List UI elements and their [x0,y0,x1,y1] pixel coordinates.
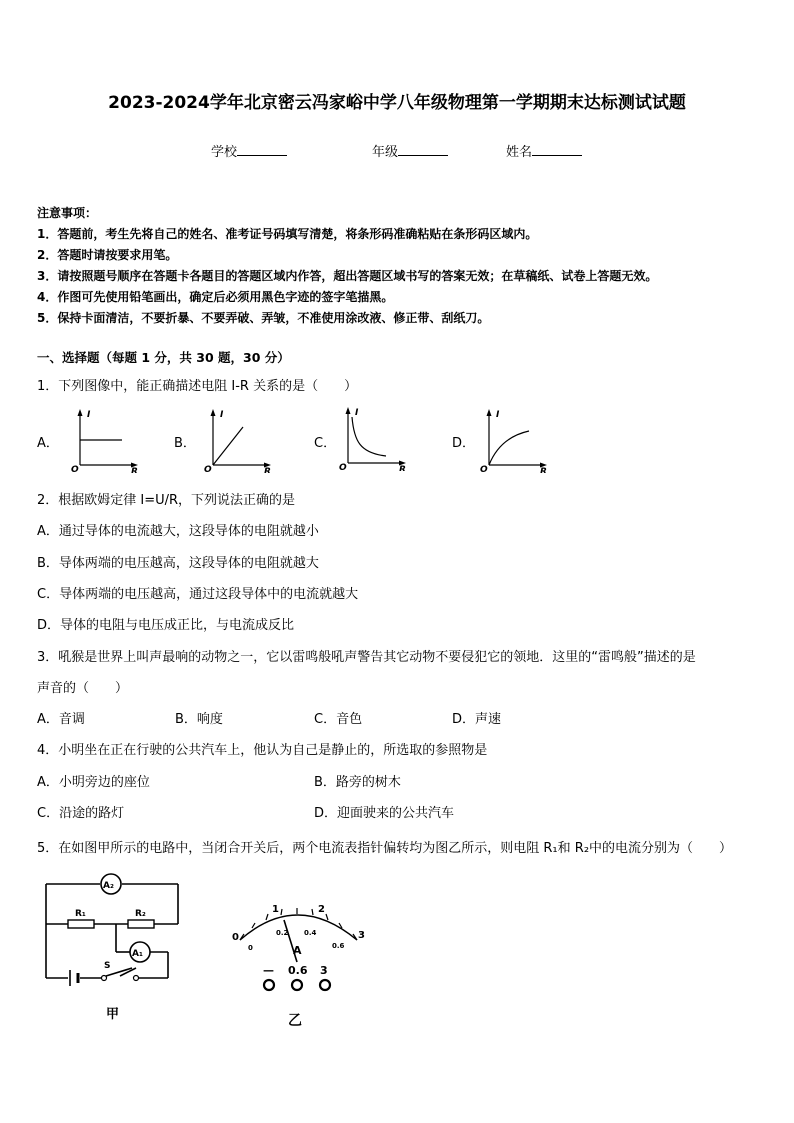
ammeter-a1-label: A₁ [132,949,143,959]
scale-bottom-3: 0.6 [332,942,345,950]
q4-option-c[interactable]: C．沿途的路灯 [37,806,125,821]
circuit-diagram [40,868,190,1028]
school-label: 学校 [211,145,238,160]
q4-option-b[interactable]: B．路旁的树木 [314,775,401,790]
q2-option-a[interactable]: A．通过导体的电流越大，这段导体的电阻就越小 [37,524,319,539]
origin-label: O [480,465,488,473]
note-item: 1．答题前，考生先将自己的姓名、准考证号码填写清楚，将条形码准确粘贴在条形码区域内。 [37,227,538,241]
terminal-neg [264,980,274,990]
q3-option-d[interactable]: D．声速 [452,712,502,727]
switch-label: S [104,961,111,971]
scale-top-2: 2 [318,904,325,915]
terminal-06 [292,980,302,990]
q2-option-c[interactable]: C．导体两端的电压越高，通过这段导体中的电流就越大 [37,587,359,602]
resistor-r1-label: R₁ [75,909,86,919]
origin-label: O [339,463,347,471]
question-4-stem: 4．小明坐在正在行驶的公共汽车上，他认为自己是静止的，所选取的参照物是 [37,743,488,758]
question-5-stem: 5．在如图甲所示的电路中，当闭合开关后，两个电流表指针偏转均为图乙所示，则电阻 R₁和 R₂中的电流分别为（ ） [37,841,733,856]
ammeter-a2-label: A₂ [103,881,114,891]
q1-graph-b [201,405,281,473]
scale-bottom-2: 0.4 [304,929,317,937]
ammeter-dial [222,880,372,1030]
terminal-label-06: 0.6 [288,964,308,977]
axis-y-label: I [220,410,224,420]
q1-graph-a [68,405,148,473]
axis-x-label: R [131,467,138,473]
q1-option-b[interactable]: B． [174,436,196,451]
note-item: 4．作图可先使用铅笔画出，确定后必须用黑色字迹的签字笔描黑。 [37,290,394,304]
q1-option-d[interactable]: D． [452,436,476,451]
scale-bottom-1: 0.2 [276,929,289,937]
circuit-caption: 甲 [106,1007,120,1022]
axis-x-label: R [540,467,547,473]
q2-option-d[interactable]: D．导体的电阻与电压成正比，与电流成反比 [37,618,295,633]
q3-option-c[interactable]: C．音色 [314,712,363,727]
q1-option-c[interactable]: C． [314,436,337,451]
origin-label: O [71,465,79,473]
question-1-stem: 1．下列图像中，能正确描述电阻 I-R 关系的是（ ） [37,379,358,394]
grade-label: 年级 [372,145,399,160]
axis-y-label: I [87,410,91,420]
terminal-label-3: 3 [320,964,328,977]
q1-graph-c [336,403,416,471]
q1-option-a[interactable]: A． [37,436,59,451]
q3-option-a[interactable]: A．音调 [37,712,85,727]
scale-top-1: 1 [272,904,279,915]
school-field[interactable] [211,141,287,160]
name-label: 姓名 [506,145,533,160]
scale-top-0: 0 [232,932,239,943]
resistor-r2-label: R₂ [135,909,146,919]
axis-x-label: R [399,465,406,471]
scale-top-3: 3 [358,930,365,941]
name-field[interactable] [506,141,582,160]
terminal-label-neg: — [263,964,274,977]
q1-graph-d [477,405,557,473]
meter-caption: 乙 [288,1013,302,1029]
page-title: 2023-2024学年北京密云冯家峪中学八年级物理第一学期期末达标测试试题 [108,93,686,113]
axis-x-label: R [264,467,271,473]
note-item: 3．请按照题号顺序在答题卡各题目的答题区域内作答，超出答题区域书写的答案无效；在草稿纸、试卷上答题无效。 [37,269,658,283]
unit-label: A [293,944,302,957]
question-2-stem: 2．根据欧姆定律 I=U/R，下列说法正确的是 [37,493,296,508]
q4-option-a[interactable]: A．小明旁边的座位 [37,775,150,790]
q2-option-b[interactable]: B．导体两端的电压越高，这段导体的电阻就越大 [37,556,319,571]
origin-label: O [204,465,212,473]
scale-bottom-0: 0 [248,944,253,952]
question-3-stem-cont: 声音的（ ） [37,681,129,696]
grade-field[interactable] [372,141,448,160]
section-heading: 一、选择题（每题 1 分，共 30 题，30 分） [37,350,290,365]
question-3-stem: 3．吼猴是世界上叫声最响的动物之一，它以雷鸣般吼声警告其它动物不要侵犯它的领地．这里的“雷鸣般”描述的是 [37,650,696,665]
q4-option-d[interactable]: D．迎面驶来的公共汽车 [314,806,455,821]
axis-y-label: I [355,408,359,418]
axis-y-label: I [496,410,500,420]
terminal-3 [320,980,330,990]
notes-heading: 注意事项： [37,206,98,220]
q3-option-b[interactable]: B．响度 [175,712,223,727]
note-item: 2．答题时请按要求用笔。 [37,248,178,262]
note-item: 5．保持卡面清洁，不要折暴、不要弄破、弄皱，不准使用涂改液、修正带、刮纸刀。 [37,311,490,325]
